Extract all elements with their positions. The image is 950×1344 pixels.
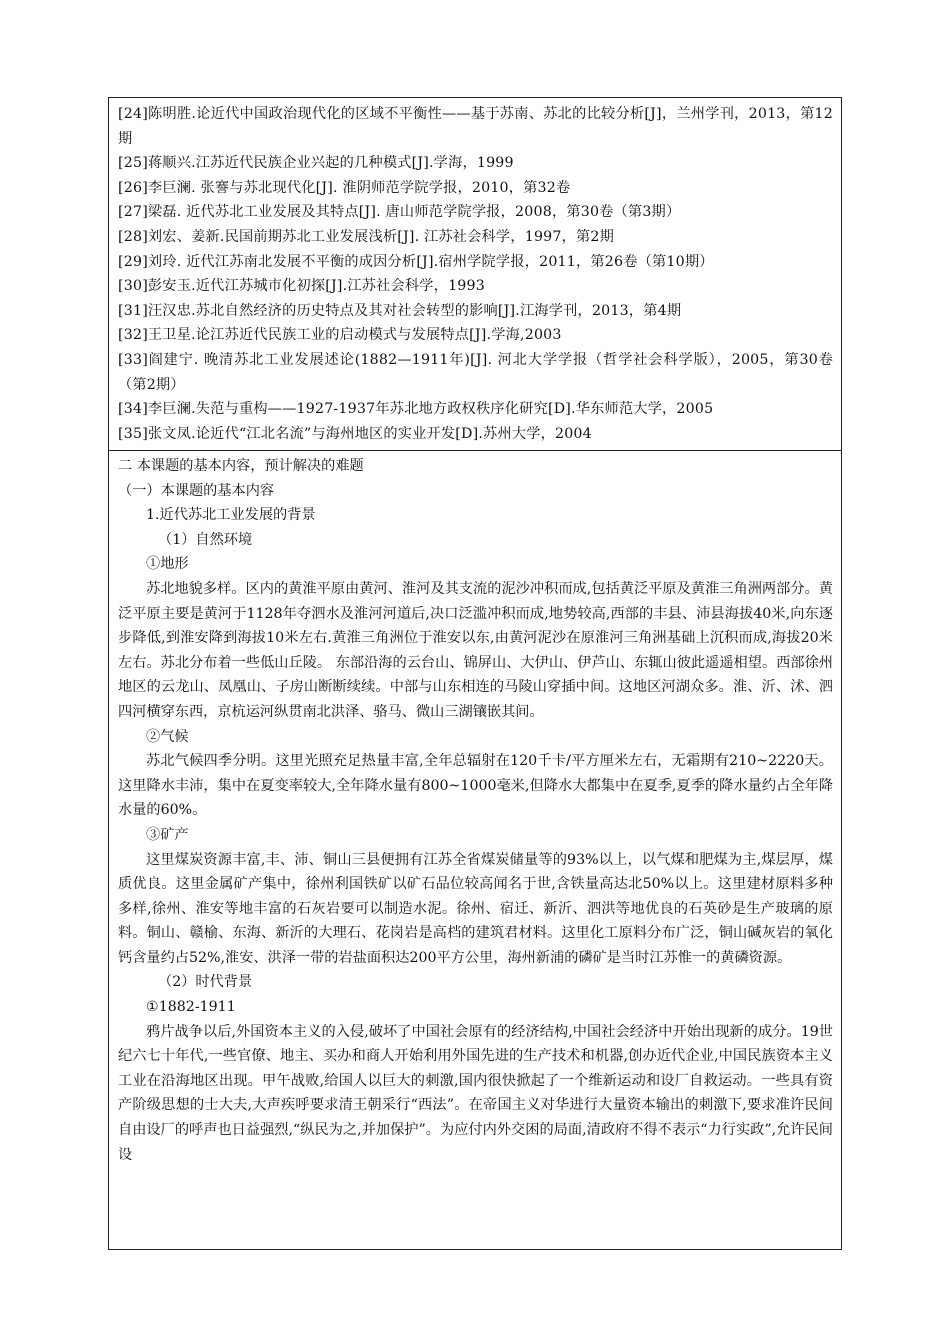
content-cell bbox=[109, 451, 841, 1249]
climate-paragraph: 苏北气候四季分明。这里光照充足热量丰富,全年总辐射在120千卡/平方厘米左右，无霜期有210~2220天。这里降水丰沛，集中在夏变率较大,全年降水量有800~1000毫米,但降水大都集中在夏季,夏季的降水量约占全年降水量的60%。 bbox=[118, 753, 833, 819]
minerals-paragraph: 这里煤炭资源丰富,丰、沛、铜山三县便拥有江苏全省煤炭储量等的93%以上，以气煤和肥煤为主,煤层厚，煤质优良。这里金属矿产集中，徐州利国铁矿以矿石品位较高闻名于世,含铁量高达北50%以上。这里建材原料多种多样,徐州、淮安等地丰富的石灰岩要可以制造水泥。徐州、宿迁、新沂、泗洪等地优良的石英砂是生产玻璃的原料。铜山、赣榆、东海、新沂的大理石、花岗岩是高档的建筑君材料。这里化工原料分布广泛，铜山碱灰岩的氧化钙含量约占52%,淮安、洪泽一带的岩盐面积达200平方公里，海州新浦的磷矿是当时江苏惟一的黄磷资源。 bbox=[118, 851, 833, 966]
era-paragraph: 鸦片战争以后,外国资本主义的入侵,破坏了中国社会原有的经济结构,中国社会经济中开始出现新的成分。19世纪六七十年代,一些官僚、地主、买办和商人开始利用外国先进的生产技术和机器,创办近代企业,中国民族资本主义工业在沿海地区出现。甲午战败,给国人以巨大的刺激,国内很快掀起了一个维新运动和设厂自救运动。一些具有资产阶级思想的士大夫,大声疾呼要求清王朝采行“西法”。在帝国主义对华进行大量资本输出的刺激下,要求准许民间自由设厂的呼声也日益强烈,“纵民为之,并加保护”。为应付内外交困的局面,清政府不得不表示“力行实政”,允许民间设 bbox=[118, 1023, 833, 1163]
section-title: 二 本课题的基本内容，预计解决的难题 bbox=[118, 458, 364, 474]
reference-item-25: [25]蒋顺兴.江苏近代民族企业兴起的几种模式[J].学海，1999 bbox=[118, 155, 514, 172]
reference-item-31: [31]汪汉忠.苏北自然经济的历史特点及其对社会转型的影响[J].江海学刊，2013，第4期 bbox=[118, 302, 682, 319]
reference-item-29: [29]刘玲. 近代江苏南北发展不平衡的成因分析[J].宿州学院学报，2011，第26卷（第10期） bbox=[118, 253, 714, 270]
terrain-heading: ①地形 bbox=[146, 556, 189, 573]
reference-list bbox=[109, 98, 841, 446]
climate-heading: ②气候 bbox=[146, 728, 189, 745]
reference-item-26: [26]李巨澜. 张謇与苏北现代化[J]. 淮阴师范学院学报，2010，第32卷 bbox=[118, 179, 571, 196]
reference-item-33: [33]阎建宁. 晚清苏北工业发展述论(1882—1911年)[J]. 河北大学学报（哲学社会科学版），2005，第30卷（第2期） bbox=[118, 351, 833, 393]
item-heading: 1.近代苏北工业发展的背景 bbox=[146, 507, 316, 524]
subitem-heading-nature: （1）自然环境 bbox=[158, 531, 253, 548]
subitem-heading-era: （2）时代背景 bbox=[158, 974, 253, 991]
document-table bbox=[108, 97, 842, 1250]
subsection-heading: （一）本课题的基本内容 bbox=[118, 482, 275, 499]
references-cell bbox=[109, 98, 841, 451]
reference-item-28: [28]刘宏、姜新.民国前期苏北工业发展浅析[J]. 江苏社会科学，1997，第2期 bbox=[118, 228, 615, 245]
terrain-paragraph: 苏北地貌多样。区内的黄淮平原由黄河、淮河及其支流的泥沙冲积而成,包括黄泛平原及黄淮三角洲两部分。黄泛平原主要是黄河于1128年夺泗水及淮河河道后,决口泛滥冲积而成,地势较高,西部的丰县、沛县海拔40米,向东逐步降低,到淮安降到海拔10米左右.黄淮三角洲位于淮安以东,由黄河泥沙在原淮河三角洲基础上沉积而成,海拔20米左右。苏北分布着一些低山丘陵。 东部沿海的云台山、锦屏山、大伊山、伊芦山、东辄山彼此遥遥相望。西部徐州地区的云龙山、凤凰山、子房山断断续续。中部与山东相连的马陵山穿插中间。这地区河湖众多。淮、沂、沭、泗四河横穿东西，京杭运河纵贯南北洪泽、骆马、微山三湖镶嵌其间。 bbox=[118, 580, 833, 720]
reference-item-24: [24]陈明胜.论近代中国政治现代化的区域不平衡性——基于苏南、苏北的比较分析[J]，兰州学刊，2013，第12期 bbox=[118, 106, 833, 147]
reference-item-35: [35]张文凤.论近代“江北名流”与海州地区的实业开发[D].苏州大学，2004 bbox=[118, 425, 592, 442]
reference-item-32: [32]王卫星.论江苏近代民族工业的启动模式与发展特点[J].学海,2003 bbox=[118, 327, 562, 344]
reference-item-34: [34]李巨澜.失范与重构——1927-1937年苏北地方政权秩序化研究[D].华东师范大学，2005 bbox=[118, 401, 714, 418]
reference-item-27: [27]梁磊. 近代苏北工业发展及其特点[J]. 唐山师范学院学报，2008，第30卷（第3期） bbox=[118, 204, 681, 221]
reference-item-30: [30]彭安玉.近代江苏城市化初探[J].江苏社会科学，1993 bbox=[118, 278, 485, 295]
minerals-heading: ③矿产 bbox=[146, 826, 189, 843]
era-heading: ①1882-1911 bbox=[146, 999, 236, 1016]
